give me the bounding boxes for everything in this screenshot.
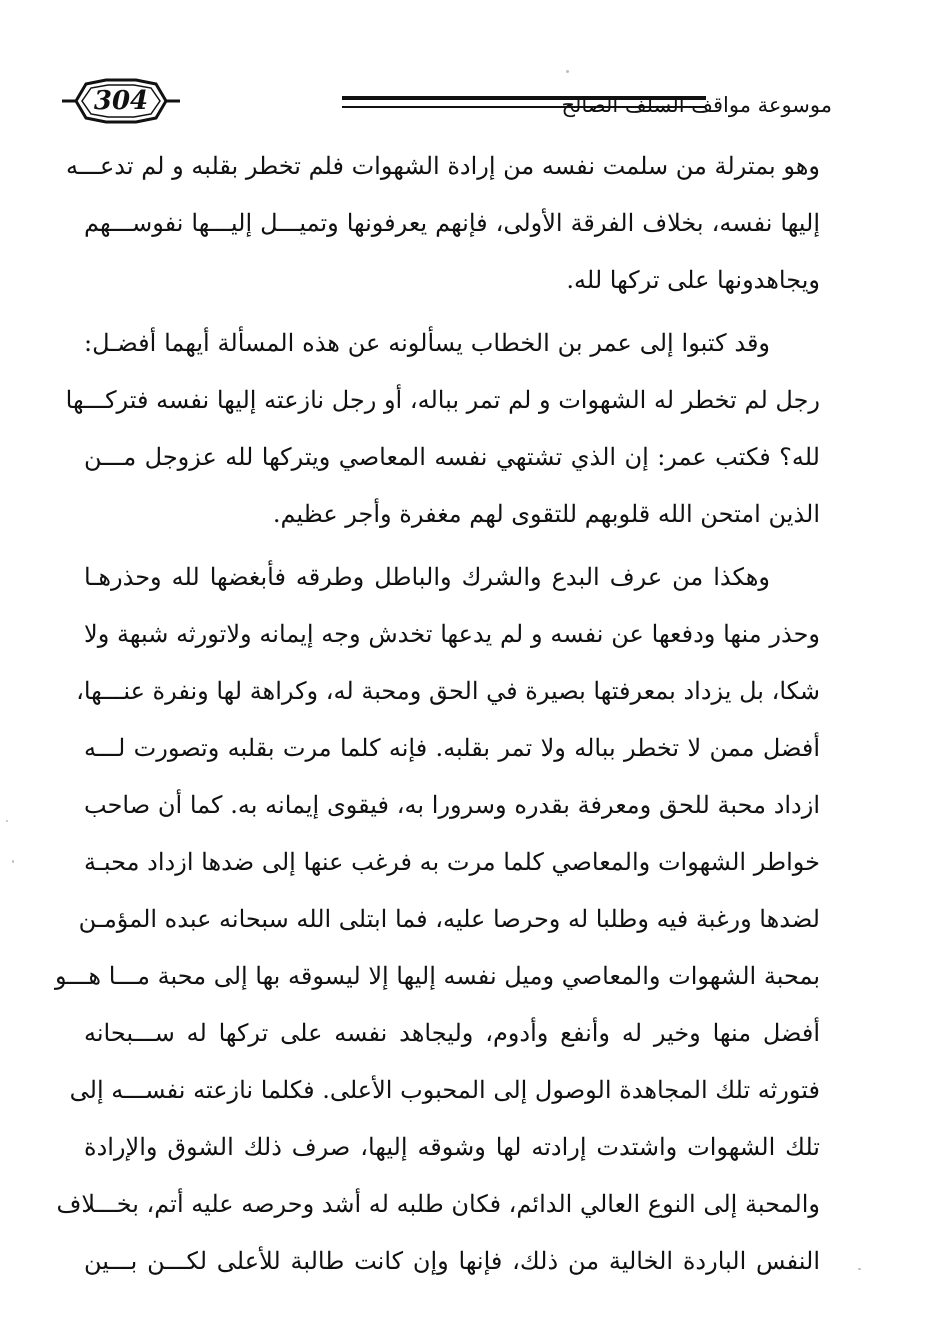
book-title: موسوعة مواقف السلف الصالح <box>561 93 832 117</box>
text-line: ازداد محبة للحق ومعرفة بقدره وسرورا به، فيقوى إيمانه به. كما أن صاحب <box>84 791 820 819</box>
text-line: إليها نفسه، بخلاف الفرقة الأولى، فإنهم يعرفونها وتميـــل إليـــها نفوســـهم <box>84 209 820 237</box>
text-line: لله؟ فكتب عمر: إن الذي تشتهي نفسه المعاصي ويتركها لله عزوجل مـــن <box>84 443 820 471</box>
text-line: أفضل منها وخير له وأنفع وأدوم، وليجاهد نفسه على تركها له ســـبحانه <box>84 1019 820 1047</box>
text-line: فتورثه تلك المجاهدة الوصول إلى المحبوب الأعلى. فكلما نازعته نفســـه إلى <box>69 1076 820 1104</box>
text-line: أفضل ممن لا تخطر بباله ولا تمر بقلبه. فإنه كلما مرت بقلبه وتصورت لـــه <box>84 734 820 762</box>
text-line: وحذر منها ودفعها عن نفسه و لم يدعها تخدش وجه إيمانه ولاتورثه شبهة ولا <box>84 620 820 648</box>
page-number-badge <box>62 76 180 126</box>
paragraph <box>65 315 820 543</box>
paragraph <box>54 549 820 1290</box>
scan-speck <box>858 1268 861 1270</box>
page-header <box>62 58 832 128</box>
page-body <box>54 138 820 1290</box>
text-line: بمحبة الشهوات والمعاصي وميل نفسه إليها إلا ليسوقه بها إلى محبة مـــا هـــو <box>54 962 820 990</box>
text-line: وهو بمترلة من سلمت نفسه من إرادة الشهوات فلم تخطر بقلبه و لم تدعـــه <box>66 152 820 180</box>
text-line: ويجاهدونها على تركها لله. <box>566 266 820 294</box>
scan-speck <box>12 860 14 863</box>
text-line: شكا، بل يزداد بمعرفتها بصيرة في الحق ومحبة له، وكراهة لها ونفرة عنـــها، <box>76 677 820 705</box>
text-line: النفس الباردة الخالية من ذلك، فإنها وإن كانت طالبة للأعلى لكـــن بـــين <box>84 1247 820 1275</box>
page-number: 304 <box>93 86 149 116</box>
text-line: وهكذا من عرف البدع والشرك والباطل وطرقه فأبغضها لله وحذرهـا <box>84 563 770 591</box>
text-line: خواطر الشهوات والمعاصي كلما مرت به فرغب عنها إلى ضدها ازداد محبـة <box>84 848 820 876</box>
paragraph <box>66 138 820 309</box>
text-line: تلك الشهوات واشتدت إرادته لها وشوقه إليها، صرف ذلك الشوق والإرادة <box>84 1133 820 1161</box>
text-line: والمحبة إلى النوع العالي الدائم، فكان طلبه له أشد وحرصه عليه أتم، بخـــلاف <box>56 1190 820 1218</box>
text-line: وقد كتبوا إلى عمر بن الخطاب يسألونه عن هذه المسألة أيهما أفضـل: <box>84 329 771 357</box>
text-line: لضدها ورغبة فيه وطلبا له وحرصا عليه، فما ابتلى الله سبحانه عبده المؤمـن <box>78 905 820 933</box>
scan-speck <box>6 820 8 822</box>
scan-speck <box>566 70 569 73</box>
text-line: رجل لم تخطر له الشهوات و لم تمر بباله، أو رجل نازعته إليها نفسه فتركـــها <box>65 386 820 414</box>
text-line: الذين امتحن الله قلوبهم للتقوى لهم مغفرة وأجر عظيم. <box>272 500 820 528</box>
